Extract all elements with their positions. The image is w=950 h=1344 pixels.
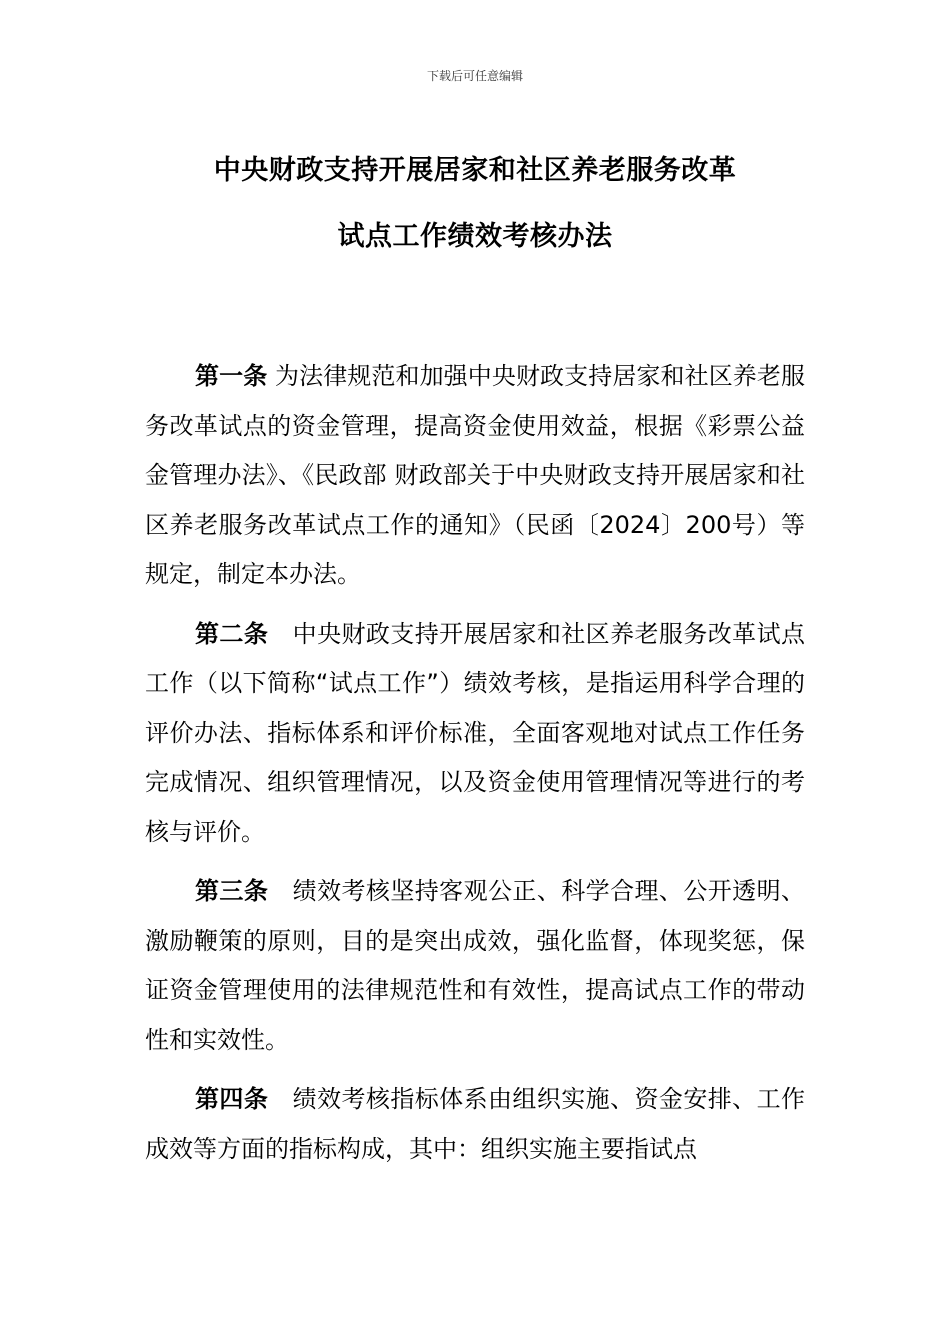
article-2-label: 第二条 — [195, 619, 269, 648]
article-3-label: 第三条 — [195, 877, 269, 905]
article-1-text: 为法律规范和加强中央财政支持居家和社区养老服务改革试点的资金管理，提高资金使用效益，根据《彩票公益金管理办法》、《民政部 财政部关于中央财政支持开展居家和社区养老服务改革试点工作的通知》（民函〔2024〕200号）等规定，制定本办法。 — [145, 362, 806, 588]
article-4 — [145, 1075, 805, 1174]
article-2 — [145, 610, 805, 858]
article-1 — [145, 352, 805, 600]
article-3-text: 绩效考核坚持客观公正、科学合理、公开透明、激励鞭策的原则，目的是突出成效，强化监督，体现奖惩，保证资金管理使用的法律规范性和有效性，提高试点工作的带动性和实效性。 — [145, 877, 805, 1054]
article-1-label: 第一条 — [195, 362, 268, 390]
document-body — [145, 352, 805, 1184]
article-4-label: 第四条 — [195, 1085, 269, 1113]
page-header-note: 下载后可任意编辑 — [426, 69, 523, 83]
article-4-text: 绩效考核指标体系由组织实施、资金安排、工作成效等方面的指标构成，其中：组织实施主要指试点 — [145, 1085, 805, 1163]
document-title-line-1: 中央财政支持开展居家和社区养老服务改革 — [213, 155, 737, 186]
document-title-line-2: 试点工作绩效考核办法 — [337, 221, 613, 252]
article-2-text: 中央财政支持开展居家和社区养老服务改革试点工作（以下简称“试点工作”）绩效考核，是指运用科学合理的评价办法、指标体系和评价标准，全面客观地对试点工作任务完成情况、组织管理情况，以及资金使用管理情况等进行的考核与评价。 — [145, 619, 805, 846]
article-3 — [145, 867, 805, 1065]
